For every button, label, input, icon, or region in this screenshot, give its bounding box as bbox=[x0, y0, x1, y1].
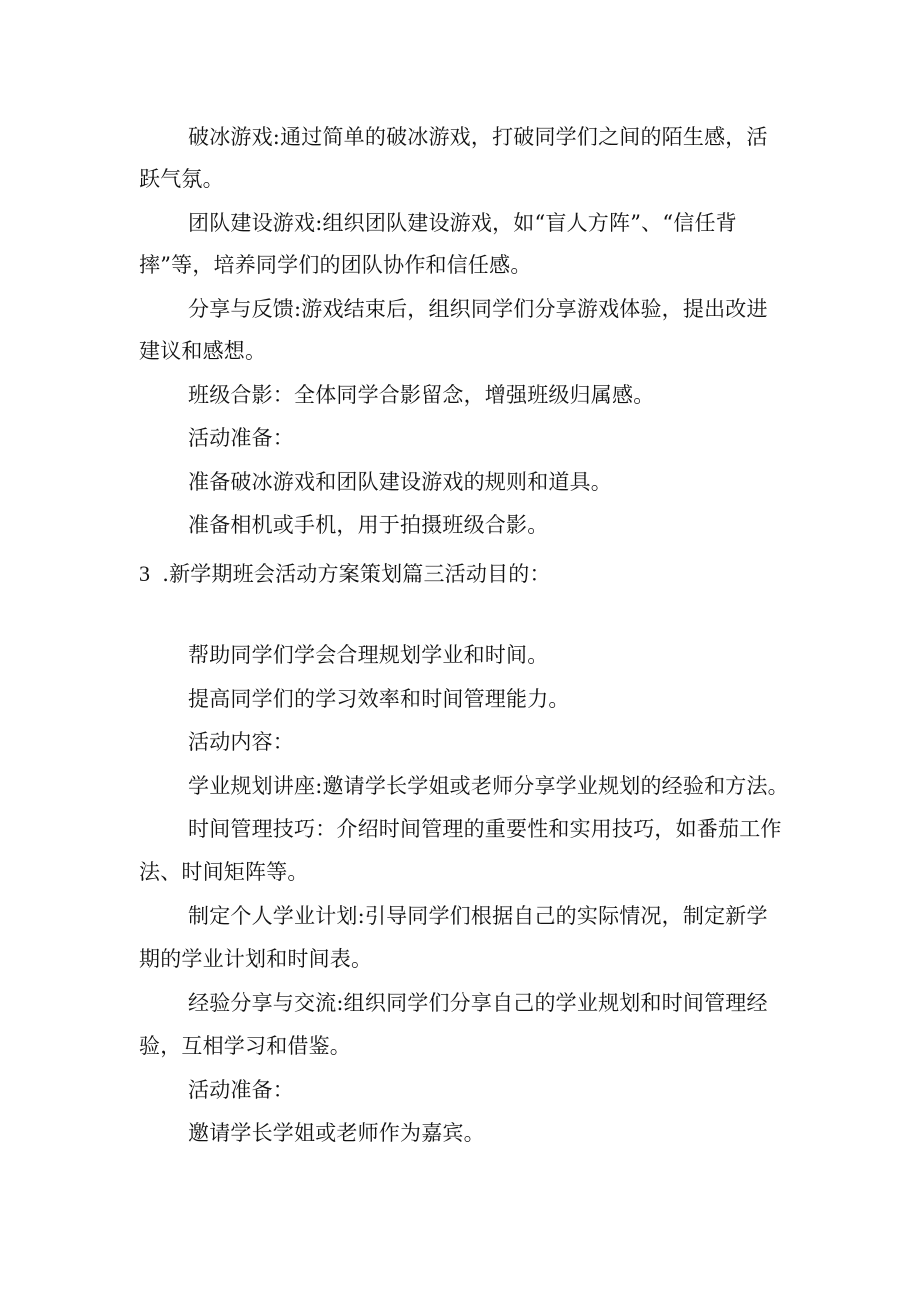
paragraph-content-heading: 活动内容： bbox=[188, 730, 294, 754]
paragraph-feedback-line1: 分享与反馈:游戏结束后，组织同学们分享游戏体验，提出改进 bbox=[188, 297, 768, 321]
section-number: 3 bbox=[139, 561, 151, 586]
paragraph-prepare-camera: 准备相机或手机，用于拍摄班级合影。 bbox=[188, 513, 549, 537]
paragraph-icebreaker-line2: 跃气氛。 bbox=[139, 167, 224, 191]
paragraph-section-preparation-heading: 活动准备： bbox=[188, 1078, 294, 1102]
paragraph-team-building-line2: 摔”等，培养同学们的团队协作和信任感。 bbox=[139, 253, 532, 277]
section-title: .新学期班会活动方案策划篇三活动目的： bbox=[162, 562, 551, 586]
section-heading bbox=[139, 559, 551, 589]
paragraph-lecture: 学业规划讲座:邀请学长学姐或老师分享学业规划的经验和方法。 bbox=[188, 774, 789, 798]
paragraph-experience-sharing-line1: 经验分享与交流:组织同学们分享自己的学业规划和时间管理经 bbox=[188, 991, 768, 1015]
paragraph-goal-planning: 帮助同学们学会合理规划学业和时间。 bbox=[188, 643, 549, 667]
paragraph-prepare-games: 准备破冰游戏和团队建设游戏的规则和道具。 bbox=[188, 470, 612, 494]
paragraph-goal-efficiency: 提高同学们的学习效率和时间管理能力。 bbox=[188, 687, 570, 711]
paragraph-team-building-line1: 团队建设游戏:组织团队建设游戏，如“盲人方阵”、“信任背 bbox=[188, 211, 737, 235]
paragraph-time-management-line2: 法、时间矩阵等。 bbox=[139, 860, 309, 884]
paragraph-experience-sharing-line2: 验，互相学习和借鉴。 bbox=[139, 1034, 351, 1058]
paragraph-preparation-heading: 活动准备： bbox=[188, 426, 294, 450]
paragraph-invite-guests: 邀请学长学姐或老师作为嘉宾。 bbox=[188, 1121, 485, 1145]
paragraph-icebreaker-line1: 破冰游戏:通过简单的破冰游戏，打破同学们之间的陌生感，活 bbox=[188, 125, 768, 149]
paragraph-personal-plan-line2: 期的学业计划和时间表。 bbox=[139, 947, 373, 971]
paragraph-feedback-line2: 建议和感想。 bbox=[139, 339, 267, 363]
paragraph-personal-plan-line1: 制定个人学业计划:引导同学们根据自己的实际情况，制定新学 bbox=[188, 904, 768, 928]
paragraph-class-photo: 班级合影：全体同学合影留念，增强班级归属感。 bbox=[188, 383, 655, 407]
paragraph-time-management-line1: 时间管理技巧：介绍时间管理的重要性和实用技巧，如番茄工作 bbox=[188, 817, 782, 841]
